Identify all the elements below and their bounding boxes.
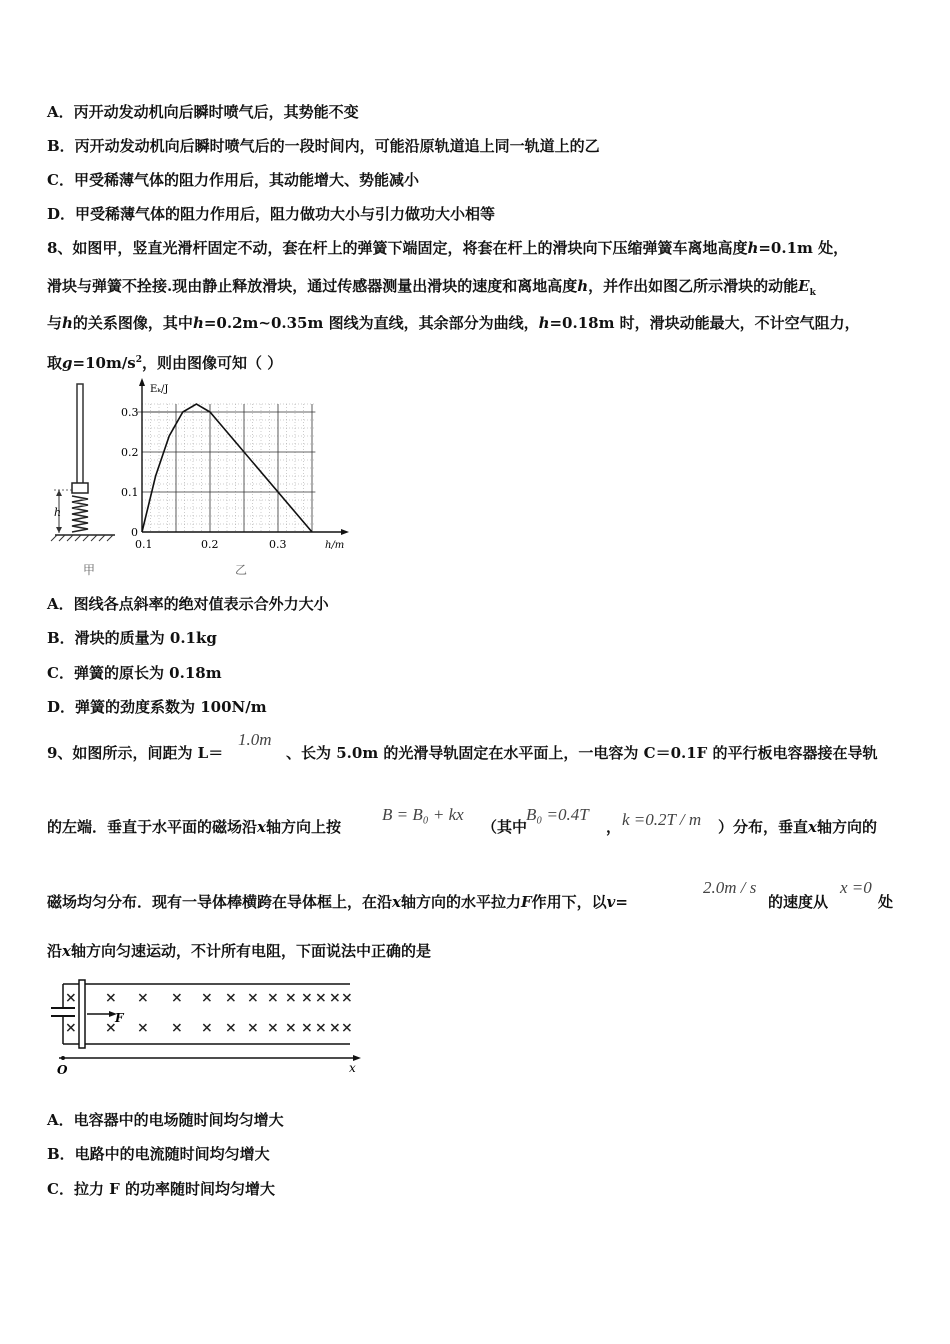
- q9-math-x0: x =0: [840, 878, 872, 897]
- q8-option-a: A．图线各点斜率的绝对值表示合外力大小: [47, 595, 329, 613]
- label-yi: 乙: [235, 563, 248, 577]
- q7-option-d: D．甲受稀薄气体的阻力作用后，阻力做功大小与引力做功大小相等: [47, 205, 496, 223]
- ytick-0.1: 0.1: [121, 486, 139, 499]
- q8-option-c: C．弹簧的原长为 0.18m: [47, 664, 222, 682]
- q9-stem-line2-c: （其中: [482, 818, 528, 836]
- ytick-0: 0: [131, 526, 138, 539]
- q9-stem-line4: 沿x轴方向匀速运动，不计所有电阻，下面说法中正确的是: [47, 942, 431, 960]
- q7-option-b: B．丙开动发动机向后瞬时喷气后的一段时间内，可能沿原轨道追上同一轨道上的乙: [47, 137, 600, 155]
- magnetic-field-cross: ×: [247, 990, 259, 1006]
- figure-yi-chart: [121, 378, 349, 577]
- q8-stem-line1: 8、如图甲，竖直光滑杆固定不动，套在杆上的弹簧下端固定，将套在杆上的滑块向下压缩弹簧车离地高度h=0.1m 处，: [47, 239, 849, 257]
- magnetic-field-cross: ×: [301, 990, 313, 1006]
- q9-math-B: B = B₀ + kx: [382, 805, 464, 824]
- magnetic-field-cross: ×: [105, 990, 117, 1006]
- magnetic-field-cross: ×: [171, 990, 183, 1006]
- magnetic-field-cross: ×: [267, 1020, 279, 1036]
- magnetic-field-cross: ×: [285, 990, 297, 1006]
- magnetic-field-cross: ×: [137, 1020, 149, 1036]
- q9-math-B0: B₀ =0.4T: [526, 805, 589, 824]
- magnetic-field-cross: ×: [225, 1020, 237, 1036]
- q9-option-b: B．电路中的电流随时间均匀增大: [47, 1145, 270, 1163]
- magnetic-field-cross: ×: [267, 990, 279, 1006]
- q7-option-a: A．丙开动发动机向后瞬时喷气后，其势能不变: [47, 103, 359, 121]
- q9-stem-line3-e: 的速度从: [768, 893, 829, 911]
- xtick-0.3: 0.3: [269, 538, 287, 551]
- figure-jia-spring-rod: [51, 384, 115, 577]
- magnetic-field-cross: ×: [65, 1020, 77, 1036]
- q9-math-v: 2.0m / s: [703, 878, 757, 897]
- q7-option-c: C．甲受稀薄气体的阻力作用后，其动能增大、势能减小: [47, 171, 419, 189]
- q9-option-c: C．拉力 F 的功率随时间均匀增大: [47, 1180, 276, 1198]
- q9-figure: [45, 978, 370, 1078]
- q8-stem-line3: 与h的关系图像，其中h=0.2m~0.35m 图线为直线，其余部分为曲线，h=0.18m 时，滑块动能最大，不计空气阻力，: [47, 314, 860, 332]
- conductor-rod: [79, 980, 85, 1048]
- magnetic-field-cross: ×: [65, 990, 77, 1006]
- y-axis-label: Eₖ/J: [150, 384, 169, 395]
- magnetic-field-cross: ×: [329, 990, 341, 1006]
- q8-option-d: D．弹簧的劲度系数为 100N/m: [47, 698, 267, 716]
- magnetic-field-cross: ×: [329, 1020, 341, 1036]
- ytick-0.3: 0.3: [121, 406, 139, 419]
- x-axis-label: h/m: [325, 540, 345, 551]
- magnetic-field-cross: ×: [201, 990, 213, 1006]
- q8-option-b: B．滑块的质量为 0.1kg: [47, 629, 217, 647]
- xtick-0.2: 0.2: [201, 538, 219, 551]
- magnetic-field-cross: ×: [315, 990, 327, 1006]
- magnetic-field-cross: ×: [341, 990, 353, 1006]
- q9-stem-line3-a: 磁场均匀分布．现有一导体棒横跨在导体框上，在沿x轴方向的水平拉力F作用下，以v=: [47, 893, 628, 911]
- ytick-0.2: 0.2: [121, 446, 139, 459]
- q9-math-k: k =0.2T / m: [622, 810, 702, 829]
- magnetic-field-cross: ×: [225, 990, 237, 1006]
- magnetic-field-cross: ×: [341, 1020, 353, 1036]
- magnetic-field-cross: ×: [105, 1020, 117, 1036]
- magnetic-field-cross: ×: [137, 990, 149, 1006]
- label-x: x: [349, 1061, 356, 1075]
- magnetic-field-cross: ×: [171, 1020, 183, 1036]
- q8-stem-line4: 取$g=10m/s^2$，则由图像可知（ ）: [47, 354, 283, 372]
- magnetic-field-cross: ×: [285, 1020, 297, 1036]
- magnetic-field-cross: ×: [315, 1020, 327, 1036]
- q9-stem-line2-a: 的左端．垂直于水平面的磁场沿x轴方向上按: [47, 818, 341, 836]
- label-h: h: [54, 506, 62, 519]
- xtick-0.1: 0.1: [135, 538, 153, 551]
- capacitor: [51, 1006, 75, 1020]
- q9-stem-line2-e: ）分布，垂直x轴方向的: [718, 818, 877, 836]
- q9-stem-line3-f: 处: [878, 893, 894, 911]
- q9-stem-line1-a: 9、如图所示，间距为 L＝: [47, 744, 224, 762]
- q8-figure: [45, 378, 365, 578]
- label-O: O: [57, 1063, 68, 1077]
- magnetic-field-cross: ×: [247, 1020, 259, 1036]
- q8-stem-line2: 滑块与弹簧不拴接.现由静止释放滑块，通过传感器测量出滑块的速度和离地高度h，并作出如图乙所示滑块的动能$E_k$: [47, 277, 816, 298]
- q9-math-L: 1.0m: [238, 730, 272, 749]
- label-F: F: [115, 1011, 124, 1025]
- magnetic-field-cross: ×: [301, 1020, 313, 1036]
- q9-option-a: A．电容器中的电场随时间均匀增大: [47, 1111, 284, 1129]
- q9-stem-line1-b: 、长为 5.0m 的光滑导轨固定在水平面上，一电容为 C＝0.1F 的平行板电容器接在导轨: [286, 744, 878, 762]
- label-jia: 甲: [83, 563, 96, 577]
- magnetic-field-cross: ×: [201, 1020, 213, 1036]
- q9-stem-line2-d: ，: [606, 818, 622, 836]
